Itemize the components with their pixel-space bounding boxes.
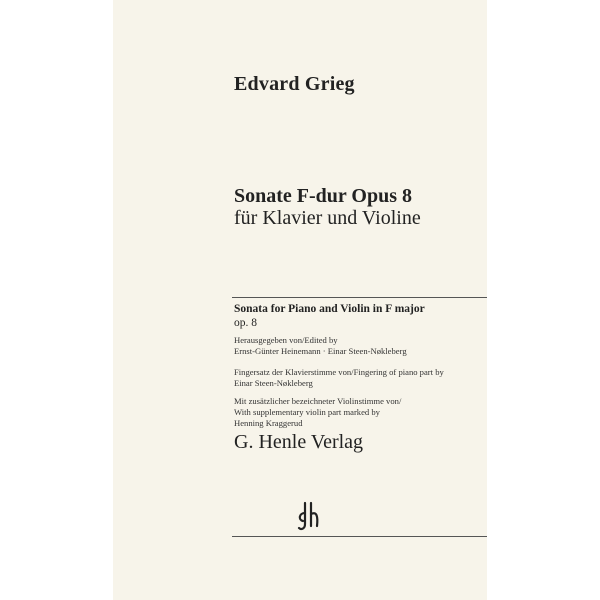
henle-logo-icon [296, 500, 320, 532]
divider-bottom [232, 536, 487, 537]
composer-name: Edvard Grieg [234, 73, 355, 95]
credit-line: Ernst-Günter Heinemann · Einar Steen-Nøkleberg [234, 346, 407, 356]
credit-line: Einar Steen-Nøkleberg [234, 378, 313, 388]
work-subtitle-german: für Klavier und Violine [234, 207, 421, 229]
credit-line: Fingersatz der Klavierstimme von/Fingering of piano part by [234, 367, 444, 377]
publisher-name: G. Henle Verlag [234, 431, 364, 453]
credit-line: Mit zusätzlicher bezeichneter Violinstimme von/ [234, 396, 402, 406]
divider-top [232, 297, 487, 298]
credit-line: Henning Kraggerud [234, 418, 303, 428]
credit-line: Herausgegeben von/Edited by [234, 335, 338, 345]
work-title-german: Sonate F-dur Opus 8 [234, 185, 413, 207]
work-title-english: Sonata for Piano and Violin in F major [234, 303, 425, 315]
opus-number: op. 8 [234, 317, 257, 329]
credit-line: With supplementary violin part marked by [234, 407, 380, 417]
